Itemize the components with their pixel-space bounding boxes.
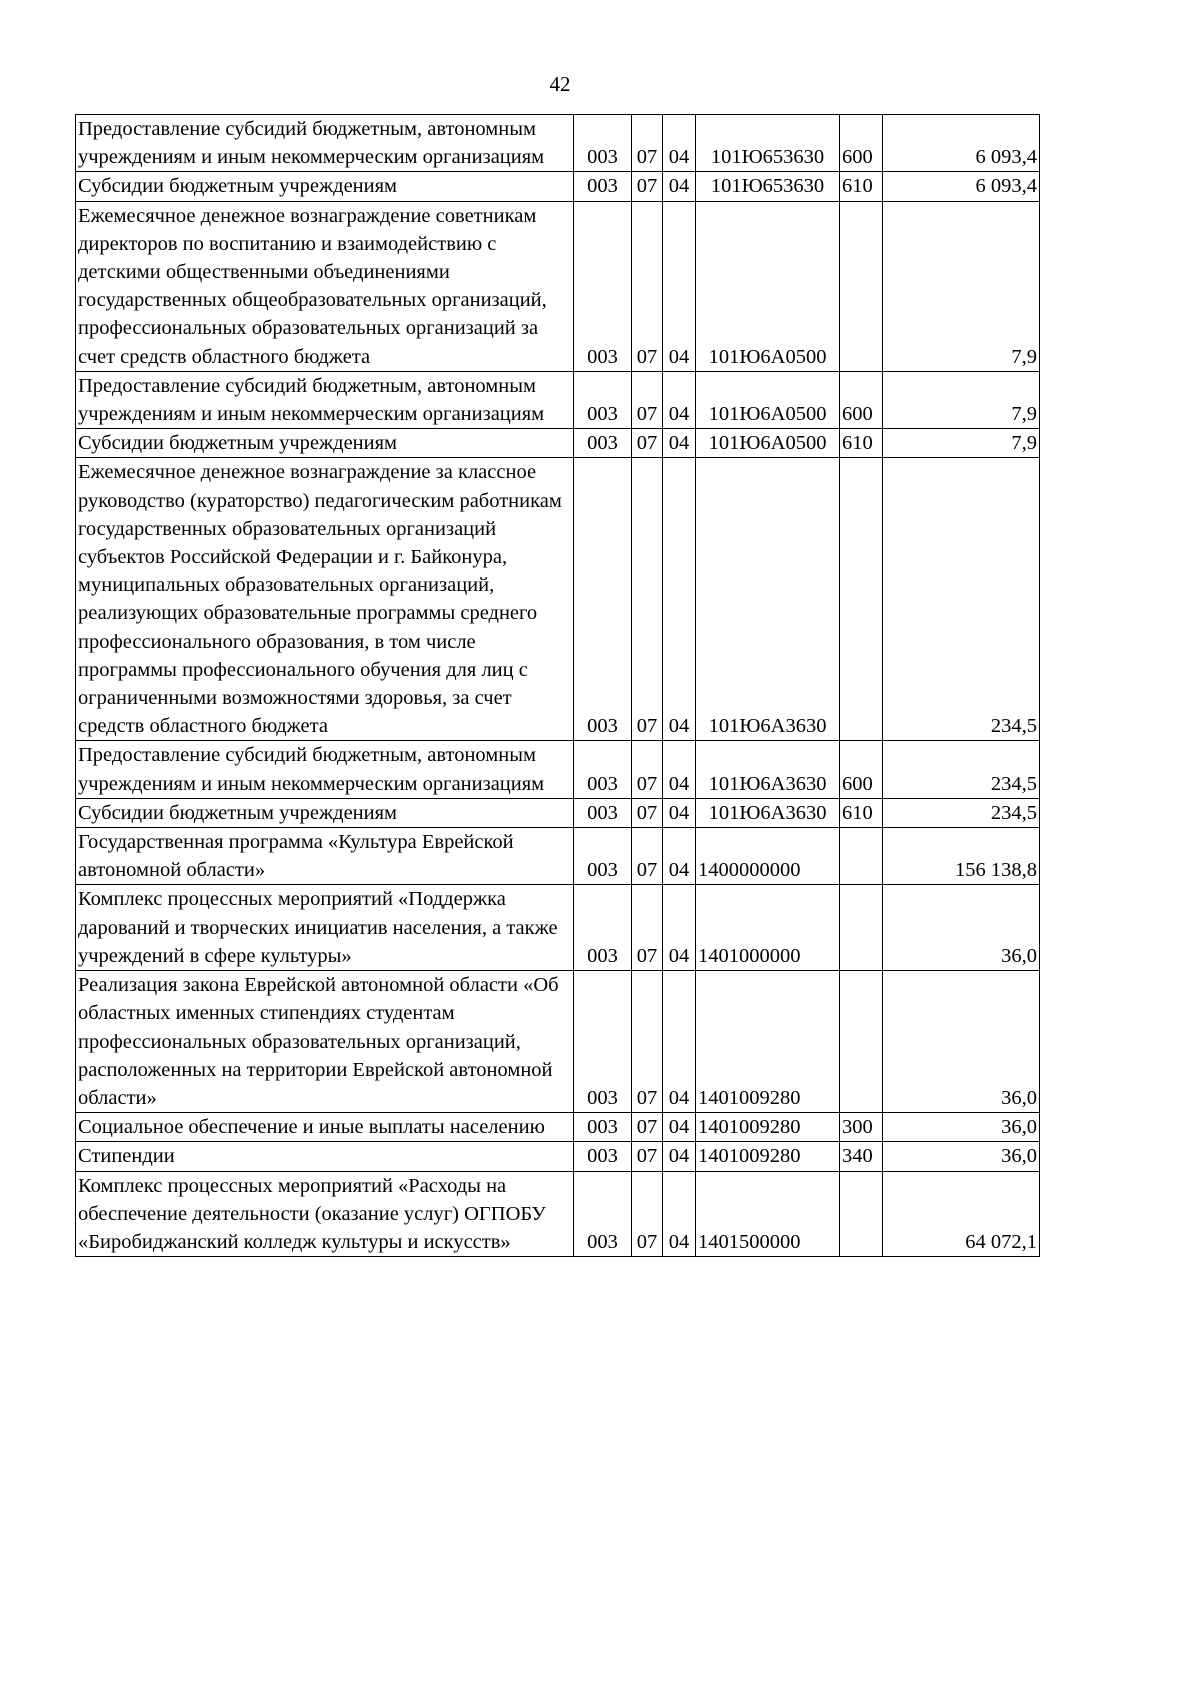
expense-type-cell <box>840 1171 883 1257</box>
expense-type-cell: 600 <box>840 741 883 798</box>
target-article-cell: 101Ю6А0500 <box>696 429 840 458</box>
subsection-code-cell: 04 <box>663 172 696 201</box>
target-article-cell: 1401009280 <box>696 1113 840 1142</box>
amount-cell: 234,5 <box>883 741 1040 798</box>
subsection-code-cell: 04 <box>663 971 696 1113</box>
expense-type-cell <box>840 885 883 971</box>
subsection-code-cell: 04 <box>663 429 696 458</box>
target-article-cell: 1401009280 <box>696 1142 840 1171</box>
section-code-cell: 07 <box>632 1171 663 1257</box>
section-code-cell: 07 <box>632 429 663 458</box>
expense-name-cell: Ежемесячное денежное вознаграждение советникам директоров по воспитанию и взаимодействию с детскими общественными объединениями государственных общеобразовательных организаций, профессиональных образовательных организаций за счет средств областного бюджета <box>76 201 574 371</box>
amount-cell: 36,0 <box>883 885 1040 971</box>
budget-table <box>75 114 1040 1257</box>
expense-type-cell: 610 <box>840 429 883 458</box>
ministry-code-cell: 003 <box>574 115 632 172</box>
amount-cell: 234,5 <box>883 798 1040 827</box>
amount-cell: 7,9 <box>883 371 1040 428</box>
ministry-code-cell: 003 <box>574 172 632 201</box>
amount-cell: 7,9 <box>883 201 1040 371</box>
target-article-cell: 1401000000 <box>696 885 840 971</box>
amount-cell: 156 138,8 <box>883 828 1040 885</box>
ministry-code-cell: 003 <box>574 1171 632 1257</box>
ministry-code-cell: 003 <box>574 885 632 971</box>
table-row <box>76 172 1040 201</box>
expense-type-cell <box>840 201 883 371</box>
subsection-code-cell: 04 <box>663 1113 696 1142</box>
table-row <box>76 1171 1040 1257</box>
expense-name-cell: Реализация закона Еврейской автономной области «Об областных именных стипендиях студентам профессиональных образовательных организаций, расположенных на территории Еврейской автономной области» <box>76 971 574 1113</box>
amount-cell: 36,0 <box>883 1113 1040 1142</box>
subsection-code-cell: 04 <box>663 885 696 971</box>
subsection-code-cell: 04 <box>663 201 696 371</box>
section-code-cell: 07 <box>632 172 663 201</box>
table-row <box>76 741 1040 798</box>
ministry-code-cell: 003 <box>574 371 632 428</box>
section-code-cell: 07 <box>632 741 663 798</box>
ministry-code-cell: 003 <box>574 798 632 827</box>
target-article-cell: 101Ю653630 <box>696 115 840 172</box>
expense-name-cell: Социальное обеспечение и иные выплаты населению <box>76 1113 574 1142</box>
expense-name-cell: Государственная программа «Культура Еврейской автономной области» <box>76 828 574 885</box>
subsection-code-cell: 04 <box>663 1142 696 1171</box>
table-row <box>76 798 1040 827</box>
section-code-cell: 07 <box>632 371 663 428</box>
subsection-code-cell: 04 <box>663 1171 696 1257</box>
subsection-code-cell: 04 <box>663 115 696 172</box>
expense-name-cell: Предоставление субсидий бюджетным, автономным учреждениям и иным некоммерческим организациям <box>76 371 574 428</box>
expense-type-cell: 610 <box>840 798 883 827</box>
amount-cell: 6 093,4 <box>883 115 1040 172</box>
ministry-code-cell: 003 <box>574 1142 632 1171</box>
page-number: 42 <box>549 72 571 96</box>
expense-type-cell <box>840 458 883 741</box>
target-article-cell: 101Ю6А3630 <box>696 741 840 798</box>
target-article-cell: 101Ю6А3630 <box>696 458 840 741</box>
expense-type-cell: 300 <box>840 1113 883 1142</box>
amount-cell: 234,5 <box>883 458 1040 741</box>
target-article-cell: 101Ю6А0500 <box>696 371 840 428</box>
table-row <box>76 115 1040 172</box>
ministry-code-cell: 003 <box>574 828 632 885</box>
amount-cell: 7,9 <box>883 429 1040 458</box>
expense-name-cell: Предоставление субсидий бюджетным, автономным учреждениям и иным некоммерческим организациям <box>76 741 574 798</box>
expense-name-cell: Субсидии бюджетным учреждениям <box>76 172 574 201</box>
section-code-cell: 07 <box>632 201 663 371</box>
table-row <box>76 201 1040 371</box>
subsection-code-cell: 04 <box>663 828 696 885</box>
target-article-cell: 1400000000 <box>696 828 840 885</box>
expense-type-cell: 600 <box>840 115 883 172</box>
section-code-cell: 07 <box>632 1113 663 1142</box>
ministry-code-cell: 003 <box>574 201 632 371</box>
section-code-cell: 07 <box>632 971 663 1113</box>
expense-name-cell: Предоставление субсидий бюджетным, автономным учреждениям и иным некоммерческим организациям <box>76 115 574 172</box>
ministry-code-cell: 003 <box>574 1113 632 1142</box>
target-article-cell: 1401500000 <box>696 1171 840 1257</box>
table-row <box>76 1113 1040 1142</box>
expense-name-cell: Ежемесячное денежное вознаграждение за классное руководство (кураторство) педагогическим работникам государственных образовательных организаций субъектов Российской Федерации и г. Байконура, муниципальных образовательных организаций, реализующих образовательные программы среднего профессионального образования, в том числе программы профессионального обучения для лиц с ограниченными возможностями здоровья, за счет средств областного бюджета <box>76 458 574 741</box>
budget-table-body <box>76 115 1040 1257</box>
ministry-code-cell: 003 <box>574 458 632 741</box>
target-article-cell: 101Ю6А0500 <box>696 201 840 371</box>
table-row <box>76 371 1040 428</box>
target-article-cell: 1401009280 <box>696 971 840 1113</box>
table-row <box>76 828 1040 885</box>
expense-type-cell <box>840 971 883 1113</box>
expense-name-cell: Субсидии бюджетным учреждениям <box>76 429 574 458</box>
subsection-code-cell: 04 <box>663 458 696 741</box>
amount-cell: 36,0 <box>883 971 1040 1113</box>
section-code-cell: 07 <box>632 828 663 885</box>
expense-name-cell: Комплекс процессных мероприятий «Расходы на обеспечение деятельности (оказание услуг) ОГПОБУ «Биробиджанский колледж культуры и искусств» <box>76 1171 574 1257</box>
section-code-cell: 07 <box>632 885 663 971</box>
ministry-code-cell: 003 <box>574 429 632 458</box>
amount-cell: 36,0 <box>883 1142 1040 1171</box>
target-article-cell: 101Ю6А3630 <box>696 798 840 827</box>
expense-name-cell: Комплекс процессных мероприятий «Поддержка дарований и творческих инициатив населения, а также учреждений в сфере культуры» <box>76 885 574 971</box>
table-row <box>76 885 1040 971</box>
expense-name-cell: Субсидии бюджетным учреждениям <box>76 798 574 827</box>
table-row <box>76 458 1040 741</box>
expense-type-cell <box>840 828 883 885</box>
expense-type-cell: 600 <box>840 371 883 428</box>
amount-cell: 64 072,1 <box>883 1171 1040 1257</box>
target-article-cell: 101Ю653630 <box>696 172 840 201</box>
expense-type-cell: 610 <box>840 172 883 201</box>
section-code-cell: 07 <box>632 115 663 172</box>
section-code-cell: 07 <box>632 458 663 741</box>
subsection-code-cell: 04 <box>663 371 696 428</box>
table-row <box>76 1142 1040 1171</box>
subsection-code-cell: 04 <box>663 741 696 798</box>
table-row <box>76 971 1040 1113</box>
expense-type-cell: 340 <box>840 1142 883 1171</box>
subsection-code-cell: 04 <box>663 798 696 827</box>
expense-name-cell: Стипендии <box>76 1142 574 1171</box>
section-code-cell: 07 <box>632 1142 663 1171</box>
section-code-cell: 07 <box>632 798 663 827</box>
ministry-code-cell: 003 <box>574 971 632 1113</box>
ministry-code-cell: 003 <box>574 741 632 798</box>
table-row <box>76 429 1040 458</box>
amount-cell: 6 093,4 <box>883 172 1040 201</box>
